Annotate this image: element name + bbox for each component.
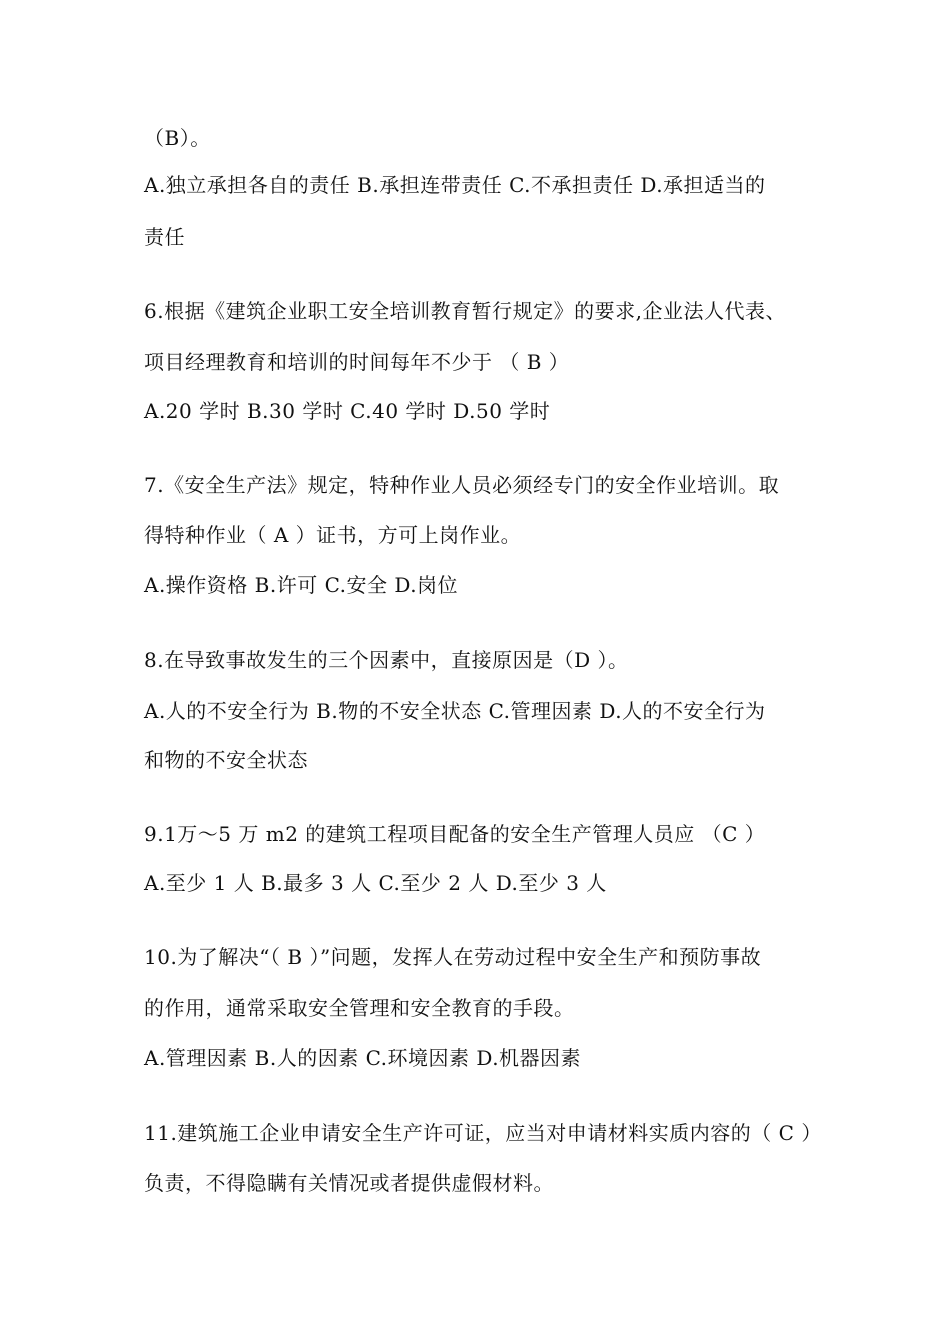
- q11-question-line: 11.建筑施工企业申请安全生产许可证，应当对申请材料实质内容的（ C ）: [144, 1121, 822, 1145]
- q10-question-continuation: 的作用，通常采取安全管理和安全教育的手段。: [144, 996, 575, 1020]
- q5-options-line: A.独立承担各自的责任 B.承担连带责任 C.不承担责任 D.承担适当的: [144, 173, 766, 197]
- q5-answer-line: （B）。: [144, 126, 211, 150]
- q8-options-line: A.人的不安全行为 B.物的不安全状态 C.管理因素 D.人的不安全行为: [144, 699, 766, 723]
- q5-options-continuation: 责任: [144, 225, 185, 249]
- q10-question-line: 10.为了解决“（ B ）”问题，发挥人在劳动过程中安全生产和预防事故: [144, 945, 762, 969]
- q9-question-line: 9.1万～5 万 m2 的建筑工程项目配备的安全生产管理人员应 （C ）: [144, 822, 766, 846]
- q7-question-continuation: 得特种作业（ A ）证书，方可上岗作业。: [144, 523, 522, 547]
- q6-question-line: 6.根据《建筑企业职工安全培训教育暂行规定》的要求,企业法人代表、: [144, 299, 786, 323]
- q7-options-line: A.操作资格 B.许可 C.安全 D.岗位: [144, 573, 459, 597]
- q6-options-line: A.20 学时 B.30 学时 C.40 学时 D.50 学时: [144, 399, 551, 423]
- q9-options-line: A.至少 1 人 B.最多 3 人 C.至少 2 人 D.至少 3 人: [144, 871, 607, 895]
- q6-question-continuation: 项目经理教育和培训的时间每年不少于 （ B ）: [144, 350, 570, 374]
- q11-question-continuation: 负责，不得隐瞒有关情况或者提供虚假材料。: [144, 1171, 554, 1195]
- q8-question-line: 8.在导致事故发生的三个因素中，直接原因是（D ）。: [144, 648, 629, 672]
- q7-question-line: 7.《安全生产法》规定，特种作业人员必须经专门的安全作业培训。取: [144, 473, 780, 497]
- q10-options-line: A.管理因素 B.人的因素 C.环境因素 D.机器因素: [144, 1046, 582, 1070]
- q8-options-continuation: 和物的不安全状态: [144, 748, 308, 772]
